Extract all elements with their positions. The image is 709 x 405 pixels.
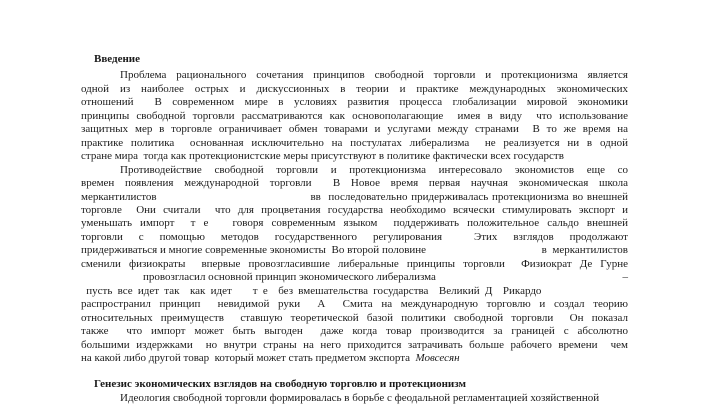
text-line-with-citation [81,352,628,365]
text-line: принципы свободной торговли рассматриваются как основополагающие имея в виду что использование [81,109,628,122]
document-content [81,53,628,405]
text-line: относительных преимуществ ставшую теоретической базой политики свободной торговли Он показал [81,311,628,324]
text-line: сменили физиократы впервые провозгласившие либеральные принципы торговли Физиократ Де Гурне [81,257,628,270]
heading-introduction: Введение [94,53,141,65]
text-line: большими издержками но внутри страны на него приходится затрачивать больше рабочего времени чем [81,338,628,351]
text-line-with-dash [81,271,628,284]
text-line: также что импорт может быть выгоден даже когда товар производится за границей с абсолютно [81,325,628,338]
text-line: торговли с помощью методов государственного регулирования Этих взглядов продолжают [81,230,628,243]
text-line-with-gap: придерживаться и многие современные экономисты Во второй половине в меркантилистов [81,244,628,257]
text-fragment: провозгласил основной принцип экономического либерализма [143,271,436,284]
text-fragment: на какой либо другой товар который может стать предметом экспорта [81,351,416,364]
text-line: Проблема рационального сочетания принципов свободной торговли и протекционизма является [120,69,628,82]
text-line: Противодействие свободной торговли и протекционизма интересовало экономистов еще со [120,163,628,176]
text-line: стране мира тогда как протекционистские меры присутствуют в политике фактически всех государств [81,150,564,163]
paragraph-intro-2 [81,164,628,366]
text-line-quotation: пусть все идет так как идет т е без вмешательства государства Великий Д Рикардо [81,284,542,297]
paragraph-intro-1 [81,69,628,163]
text-line: одной из наиболее острых и дискуссионных в теории и практике международных экономических [81,82,628,95]
text-line-partial-clipped: Идеология свободной торговли формировалась в борьбе с феодальной регламентацией хозяйственной [120,391,600,404]
heading-genesis: Генезис экономических взглядов на свободную торговлю и протекционизм [94,378,466,391]
dash-glyph: – [622,271,628,284]
text-line: распространил принцип невидимой руки А Смита на международную торговлю и создал теорию [81,298,628,311]
text-line: уменьшать импорт т е говоря современным языком поддерживать положительное сальдо внешней [81,217,628,230]
text-line: торговле Они считали что для процветания государства необходимо всячески стимулировать экспорт и [81,203,628,216]
citation-author: Мовсесян [415,351,460,364]
text-line: времен появления международной торговли В Новое время первая научная экономическая школа [81,177,628,190]
text-line: практике политика основанная исключительно на постулатах либерализма не реализуется ни в одной [81,136,628,149]
text-line: отношений В современном мире в условиях развития процесса глобализации мировой экономики [81,96,628,109]
text-line-with-gap: меркантилистов вв последовательно придерживалась протекционизма во внешней [81,190,628,203]
text-line: защитных мер в торговле ограничивает обмен товарами и услугами между странами В то же время на [81,123,628,136]
